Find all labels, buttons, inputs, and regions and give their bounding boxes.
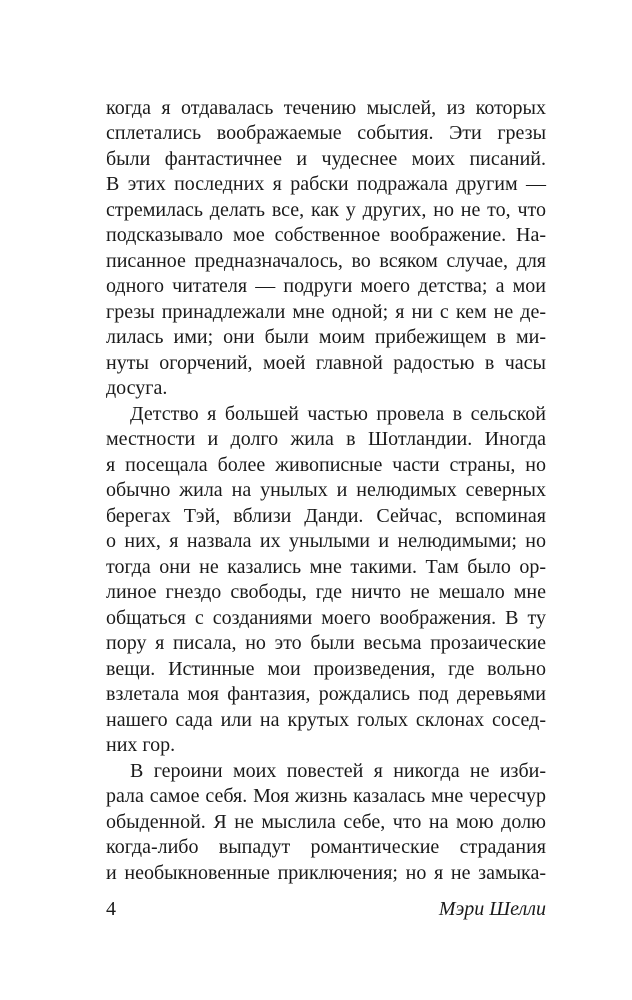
- text-line: писанное предназначалось, во всяком случае, для: [106, 250, 546, 272]
- text-line: одного читателя — подруги моего детства; а мои: [106, 275, 546, 297]
- text-line: линое гнездо свободы, где ничто не мешало мне: [106, 581, 546, 603]
- text-line: В героини моих повестей я никогда не изби-: [130, 760, 546, 782]
- text-line: обычно жила на унылых и нелюдимых северных: [106, 479, 546, 501]
- text-line: я посещала более живописные части страны, но: [106, 454, 546, 476]
- page-number: 4: [106, 898, 116, 920]
- text-line: подсказывало мое собственное воображение. На-: [106, 224, 546, 246]
- text-line: взлетала моя фантазия, рождались под деревьями: [106, 683, 546, 705]
- text-line: досуга.: [106, 377, 168, 399]
- text-line: общаться с созданиями моего воображения. В ту: [106, 607, 546, 629]
- text-line: тогда они не казались мне такими. Там было ор-: [106, 556, 546, 578]
- text-line: грезы принадлежали мне одной; я ни с кем не де-: [106, 301, 546, 323]
- text-line: рала самое себя. Моя жизнь казалась мне чересчур: [106, 785, 546, 807]
- text-line: В этих последних я рабски подражала другим —: [106, 173, 546, 195]
- text-line: Детство я большей частью провела в сельской: [130, 403, 546, 425]
- text-line: нуты огорчений, моей главной радостью в часы: [106, 352, 546, 374]
- text-line: сплетались воображаемые события. Эти грезы: [106, 122, 546, 144]
- text-line: когда-либо выпадут романтические страдания: [106, 836, 546, 858]
- text-line: стремилась делать все, как у других, но не то, что: [106, 199, 546, 221]
- running-footer-author: Мэри Шелли: [438, 898, 546, 920]
- text-line: берегах Тэй, вблизи Данди. Сейчас, вспоминая: [106, 505, 546, 527]
- text-line: обыденной. Я не мыслила себе, что на мою долю: [106, 811, 546, 833]
- text-line: о них, я назвала их унылыми и нелюдимыми; но: [106, 530, 546, 552]
- text-line: лилась ими; они были моим прибежищем в ми-: [106, 326, 546, 348]
- text-line: вещи. Истинные мои произведения, где вольно: [106, 658, 546, 680]
- text-line: местности и долго жила в Шотландии. Иногда: [106, 428, 546, 450]
- text-line: и необыкновенные приключения; но я не замыка-: [106, 862, 546, 884]
- text-line: когда я отдавалась течению мыслей, из которых: [106, 97, 546, 119]
- text-line: них гор.: [106, 734, 176, 756]
- text-line: нашего сада или на крутых голых склонах сосед-: [106, 709, 546, 731]
- text-line: пору я писала, но это были весьма прозаические: [106, 632, 546, 654]
- text-line: были фантастичнее и чудеснее моих писаний.: [106, 148, 546, 170]
